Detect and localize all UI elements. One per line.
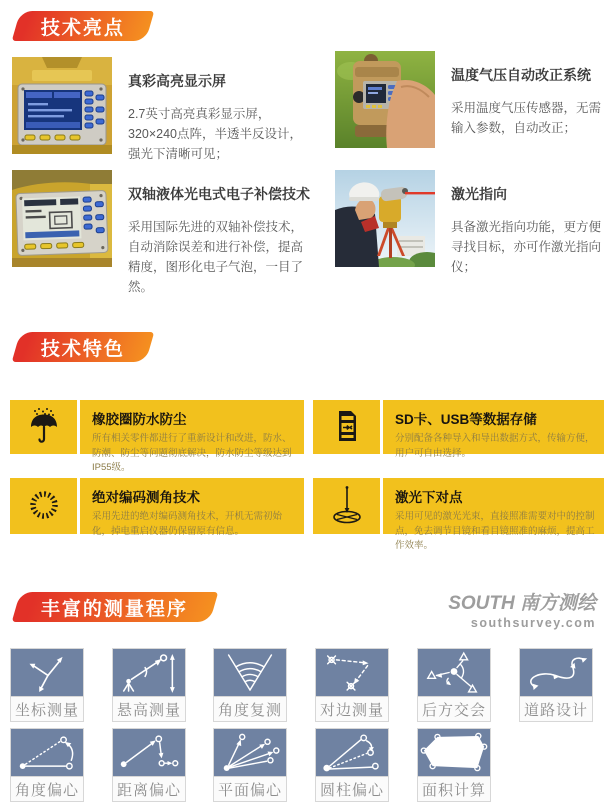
characteristic-absolute-encoding xyxy=(10,478,304,537)
program-tile-label: 角度偏心 xyxy=(11,776,83,801)
feature-laser-pointing xyxy=(335,170,605,277)
temperature-sensor-photo xyxy=(335,51,435,148)
feature-temperature-system xyxy=(335,51,605,148)
feature-desc: 2.7英寸高亮真彩显示屏，320×240点阵，半透半反设计，强光下清晰可见； xyxy=(128,107,303,161)
brand-logo xyxy=(448,588,596,630)
section-banner-label: 技术亮点 xyxy=(40,17,125,39)
program-tile xyxy=(10,648,84,722)
program-tile-label: 距离偏心 xyxy=(113,776,185,801)
laser-operator-photo xyxy=(335,170,435,267)
program-tile xyxy=(10,728,84,802)
coordinate-measure-icon xyxy=(11,649,83,696)
program-tile xyxy=(417,728,491,802)
angle-offset-icon xyxy=(11,729,83,776)
section-banner-label: 技术特色 xyxy=(40,338,125,360)
program-tile-label: 对边测量 xyxy=(316,696,388,721)
characteristic-waterproof xyxy=(10,400,304,474)
program-tile xyxy=(417,648,491,722)
brand-name: SOUTH 南方测绘 xyxy=(448,593,596,614)
brand-url: southsurvey.com xyxy=(470,616,596,630)
characteristic-title: 绝对编码测角技术 xyxy=(92,490,200,505)
feature-compensation xyxy=(12,170,310,297)
feature-title: 温度气压自动改正系统 xyxy=(451,67,591,83)
laser-plummet-icon xyxy=(313,478,380,534)
program-tile-label: 坐标测量 xyxy=(11,696,83,721)
angle-repeat-icon xyxy=(214,649,286,696)
resection-icon xyxy=(418,649,490,696)
area-calc-icon xyxy=(418,729,490,776)
program-tile-label: 角度复测 xyxy=(214,696,286,721)
characteristic-laser-plummet xyxy=(313,478,604,552)
program-tile xyxy=(519,648,593,722)
feature-display-screen xyxy=(12,57,310,164)
road-design-icon xyxy=(520,649,592,696)
characteristic-title: 激光下对点 xyxy=(395,490,463,505)
program-tile xyxy=(112,648,186,722)
missing-line-icon xyxy=(316,649,388,696)
section-banner-highlights xyxy=(12,11,155,41)
characteristic-desc: 分别配备各种导入和导出数据方式，传输方便，用户可自由选择。 xyxy=(395,433,595,459)
program-tile-label: 后方交会 xyxy=(418,696,490,721)
section-banner-programs xyxy=(12,592,219,622)
characteristic-title: SD卡、USB等数据存储 xyxy=(395,412,537,427)
sd-card-icon xyxy=(313,400,380,454)
program-tile-label: 圆柱偏心 xyxy=(316,776,388,801)
feature-desc: 具备激光指向功能，更方便寻找目标，亦可作激光指向仪； xyxy=(451,220,602,274)
feature-title: 激光指向 xyxy=(451,186,507,202)
program-tile-label: 悬高测量 xyxy=(113,696,185,721)
program-tile xyxy=(213,648,287,722)
section-banner-characteristics xyxy=(12,332,155,362)
display-screen-photo xyxy=(12,57,112,154)
program-tile-label: 面积计算 xyxy=(418,776,490,801)
cylinder-offset-icon xyxy=(316,729,388,776)
feature-title: 双轴液体光电式电子补偿技术 xyxy=(128,186,310,202)
program-tile-label: 道路设计 xyxy=(520,696,592,721)
program-tile xyxy=(315,728,389,802)
characteristic-desc: 采用可见的激光光束，直接照准需要对中的控制点，免去调节目镜和看目镜照准的麻烦，提高工作效率。 xyxy=(395,511,595,552)
characteristic-desc: 所有相关零件都进行了重新设计和改进，防水、防潮、防尘等问题彻底解决，防水防尘等级达到IP55级。 xyxy=(92,433,292,474)
feature-desc: 采用国际先进的双轴补偿技术，自动消除误差和进行补偿，提高精度，图形化电子气泡，一目了然。 xyxy=(128,220,304,294)
distance-offset-icon xyxy=(113,729,185,776)
program-tile xyxy=(213,728,287,802)
program-tile-label: 平面偏心 xyxy=(214,776,286,801)
characteristic-desc: 采用先进的绝对编码测角技术，开机无需初始化，掉电重启仪器仍保留原有信息。 xyxy=(92,511,283,537)
program-tile xyxy=(315,648,389,722)
characteristic-storage xyxy=(313,400,604,459)
encoder-ring-icon xyxy=(10,478,77,534)
section-banner-label: 丰富的测量程序 xyxy=(41,598,189,620)
characteristic-title: 橡胶圈防水防尘 xyxy=(92,412,187,427)
remote-height-icon xyxy=(113,649,185,696)
program-tile xyxy=(112,728,186,802)
feature-desc: 采用温度气压传感器，无需输入参数，自动改正； xyxy=(451,101,602,135)
plane-offset-icon xyxy=(214,729,286,776)
feature-title: 真彩高亮显示屏 xyxy=(128,73,226,89)
compensator-display-photo xyxy=(12,170,112,267)
umbrella-rain-icon xyxy=(10,400,77,454)
